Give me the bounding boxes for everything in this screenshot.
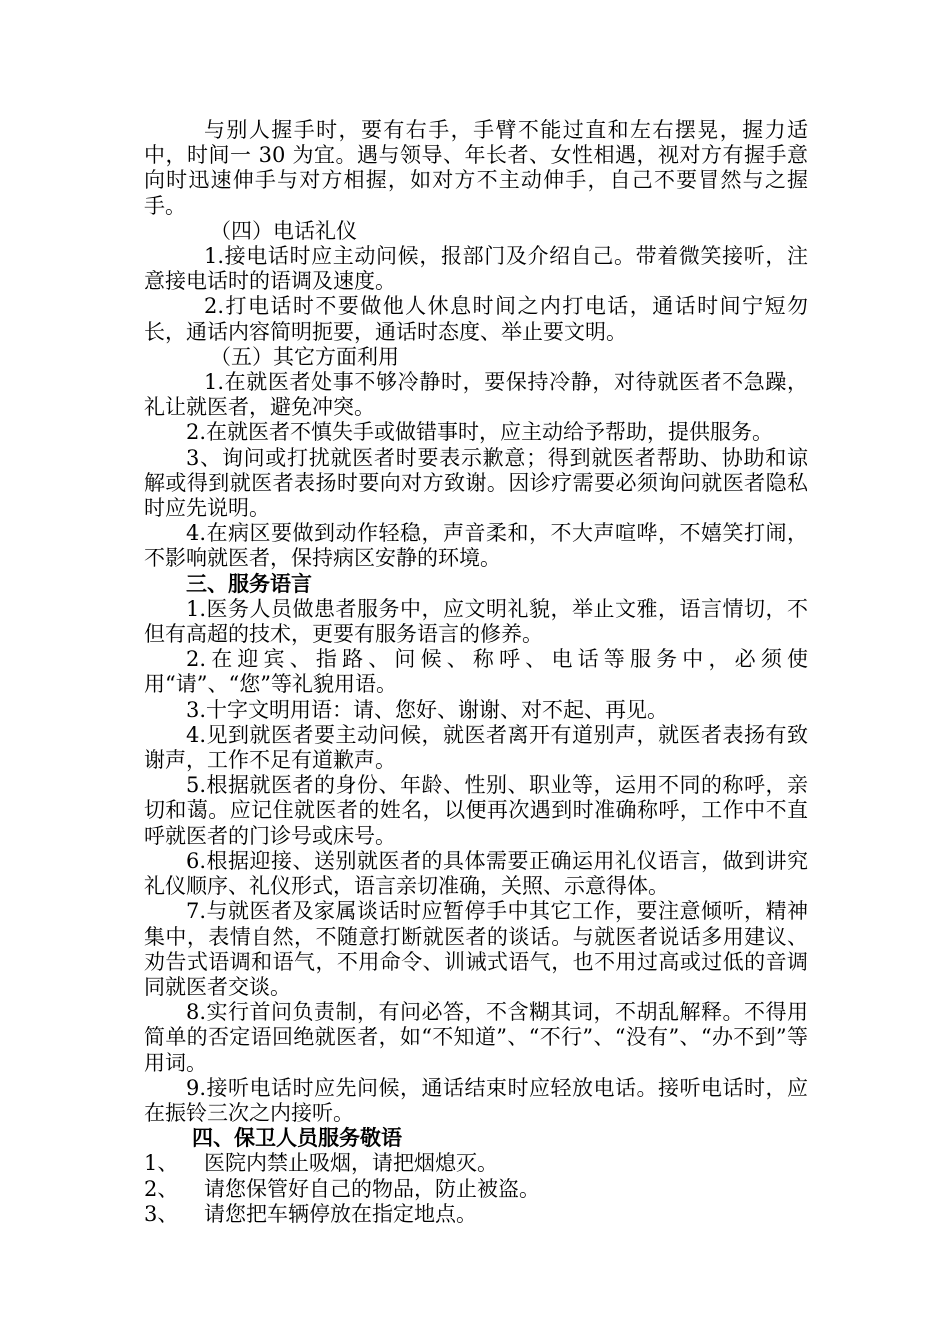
other-item-4: 4.在病区要做到动作轻稳，声音柔和，不大声喧哗，不嬉笑打闹，不影响就医者，保持病区安静的环境。	[144, 521, 808, 571]
service-language-item-2: 2.在迎宾、指路、问候、称呼、电话等服务中，必须使用“请”、“您”等礼貌用语。	[144, 647, 808, 697]
document-page	[144, 118, 808, 1227]
other-aspects-heading: （五）其它方面利用	[210, 344, 399, 369]
service-language-item-7: 7.与就医者及家属谈话时应暂停手中其它工作，要注意倾听，精神集中，表情自然，不随意打断就医者的谈话。与就医者说话多用建议、劝告式语调和语气，不用命令、训诫式语气，也不用过高或过低的音调同就医者交谈。	[144, 899, 808, 999]
list-text: 请您把车辆停放在指定地点。	[204, 1201, 477, 1226]
other-item-2: 2.在就医者不慎失手或做错事时，应主动给予帮助，提供服务。	[186, 420, 774, 445]
service-language-item-5: 5.根据就医者的身份、年龄、性别、职业等，运用不同的称呼，亲切和蔼。应记住就医者的姓名，以便再次遇到时准确称呼，工作中不直呼就医者的门诊号或床号。	[144, 773, 808, 848]
service-language-item-4: 4.见到就医者要主动问候，就医者离开有道别声，就医者表扬有致谢声，工作不足有道歉声。	[144, 722, 808, 773]
list-text: 医院内禁止吸烟，请把烟熄灭。	[204, 1151, 498, 1176]
list-number: 1、	[144, 1151, 179, 1176]
service-language-item-8: 8.实行首问负责制，有问必答，不含糊其词，不胡乱解释。不得用简单的否定语回绝就医者，如“不知道”、“不行”、“没有”、“办不到”等用词。	[144, 1000, 808, 1075]
handshake-paragraph: 与别人握手时，要有右手，手臂不能过直和左右摆晃，握力适中，时间一 30 为宜。遇与领导、年长者、女性相遇，视对方有握手意向时迅速伸手与对方相握，如对方不主动伸手，自己不要冒然与之握手。	[144, 118, 808, 218]
list-text: 请您保管好自己的物品，防止被盗。	[204, 1176, 540, 1201]
list-number: 2、	[144, 1176, 179, 1201]
phone-item-2: 2.打电话时不要做他人休息时间之内打电话，通话时间宁短勿长，通话内容简明扼要，通话时态度、举止要文明。	[144, 294, 808, 344]
security-phrase-1	[144, 1151, 808, 1176]
service-language-item-1: 1.医务人员做患者服务中，应文明礼貌，举止文雅，语言情切，不但有高超的技术，更要有服务语言的修养。	[144, 596, 808, 647]
security-phrase-2	[144, 1177, 808, 1202]
service-language-item-3: 3.十字文明用语：请、您好、谢谢、对不起、再见。	[186, 697, 669, 722]
service-language-item-9: 9.接听电话时应先问候，通话结束时应轻放电话。接听电话时，应在振铃三次之内接听。	[144, 1075, 808, 1125]
other-item-3: 3、询问或打扰就医者时要表示歉意；得到就医者帮助、协助和谅解或得到就医者表扬时要向对方致谢。因诊疗需要必须询问就医者隐私时应先说明。	[144, 445, 808, 521]
list-number: 3、	[144, 1201, 179, 1226]
phone-etiquette-heading: （四）电话礼仪	[210, 218, 357, 243]
other-item-1: 1.在就医者处事不够冷静时，要保持冷静，对待就医者不急躁，礼让就医者，避免冲突。	[144, 370, 808, 420]
phone-item-1: 1.接电话时应主动问候，报部门及介绍自己。带着微笑接听，注意接电话时的语调及速度。	[144, 244, 808, 294]
section-4-heading: 四、保卫人员服务敬语	[192, 1126, 402, 1151]
security-phrase-3	[144, 1202, 808, 1227]
section-3-heading: 三、服务语言	[186, 571, 312, 596]
service-language-item-6: 6.根据迎接、送别就医者的具体需要正确运用礼仪语言，做到讲究礼仪顺序、礼仪形式，语言亲切准确，关照、示意得体。	[144, 848, 808, 899]
